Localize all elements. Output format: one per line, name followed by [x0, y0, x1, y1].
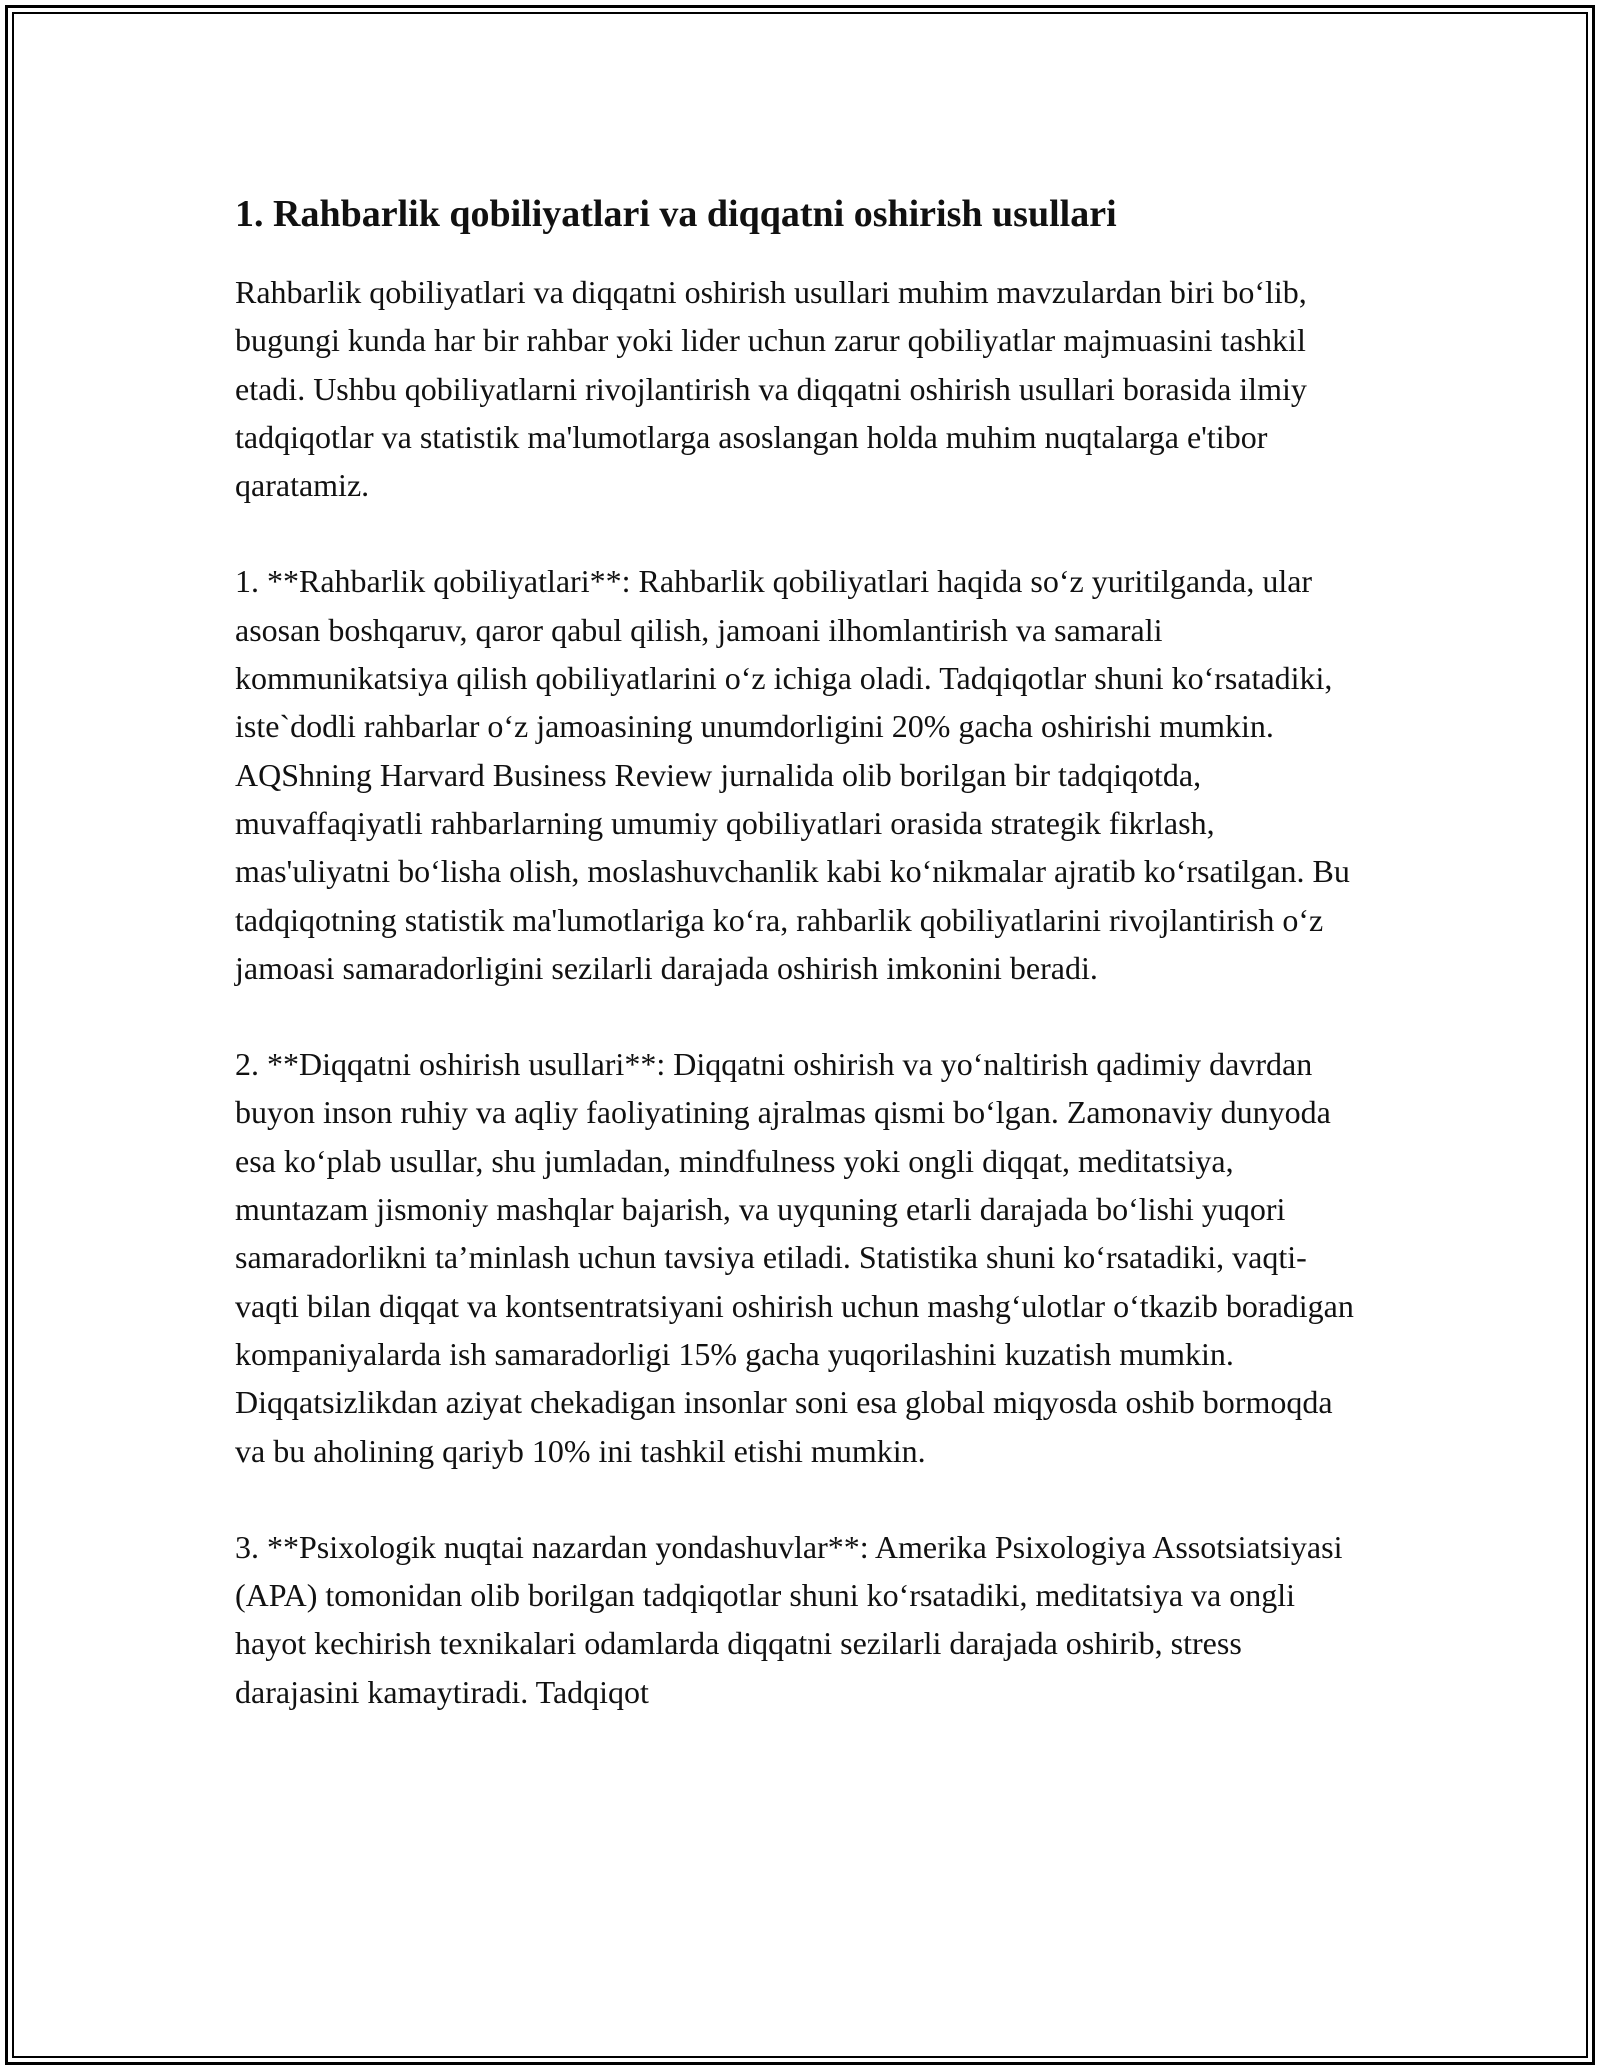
paragraph-attention: 2. **Diqqatni oshirish usullari**: Diqqatni oshirish va yo‘naltirish qadimiy davrdan buyon inson ruhiy va aqliy faoliyatining ajralmas qismi bo‘lgan. Zamonaviy dunyoda esa ko‘plab usullar, shu jumladan, mindfulness yoki ongli diqqat, meditatsiya, muntazam jismoniy mashqlar bajarish, va uyquning etarli darajada bo‘lishi yuqori samaradorlikni ta’minlash uchun tavsiya etiladi. Statistika shuni ko‘rsatadiki, vaqti-vaqti bilan diqqat va kontsentratsiyani oshirish uchun mashg‘ulotlar o‘tkazib boradigan kompaniyalarda ish samaradorligi 15% gacha yuqorilashini kuzatish mumkin. Diqqatsizlikdan aziyat chekadigan insonlar soni esa global miqyosda oshib bormoqda va bu aholining qariyb 10% ini tashkil etishi mumkin.	[235, 1046, 1354, 1469]
paragraph-psychology: 3. **Psixologik nuqtai nazardan yondashuvlar**: Amerika Psixologiya Assotsiatsiyasi (APA) tomonidan olib borilgan tadqiqotlar shuni ko‘rsatadiki, meditatsiya va ongli hayot kechirish texnikalari odamlarda diqqatni sezilarli darajada oshirib, stress darajasini kamaytiradi. Tadqiqot	[235, 1528, 1343, 1710]
document-body	[235, 188, 1365, 1764]
paragraph-intro: Rahbarlik qobiliyatlari va diqqatni oshirish usullari muhim mavzulardan biri bo‘lib, bugungi kunda har bir rahbar yoki lider uchun zarur qobiliyatlar majmuasini tashkil etadi. Ushbu qobiliyatlarni rivojlantirish va diqqatni oshirish usullari borasida ilmiy tadqiqotlar va statistik ma'lumotlarga asoslangan holda muhim nuqtalarga e'tibor qaratamiz.	[235, 274, 1307, 504]
paragraph-leadership: 1. **Rahbarlik qobiliyatlari**: Rahbarlik qobiliyatlari haqida so‘z yuritilganda, ular asosan boshqaruv, qaror qabul qilish, jamoani ilhomlantirish va samarali kommunikatsiya qilish qobiliyatlarini o‘z ichiga oladi. Tadqiqotlar shuni ko‘rsatadiki, iste`dodli rahbarlar o‘z jamoasining unumdorligini 20% gacha oshirishi mumkin. AQShning Harvard Business Review jurnalida olib borilgan bir tadqiqotda, muvaffaqiyatli rahbarlarning umumiy qobiliyatlari orasida strategik fikrlash, mas'uliyatni bo‘lisha olish, moslashuvchanlik kabi ko‘nikmalar ajratib ko‘rsatilgan. Bu tadqiqotning statistik ma'lumotlariga ko‘ra, rahbarlik qobiliyatlarini rivojlantirish o‘z jamoasi samaradorligini sezilarli darajada oshirish imkonini beradi.	[235, 563, 1350, 986]
document-heading: 1. Rahbarlik qobiliyatlari va diqqatni oshirish usullari	[235, 193, 1117, 235]
